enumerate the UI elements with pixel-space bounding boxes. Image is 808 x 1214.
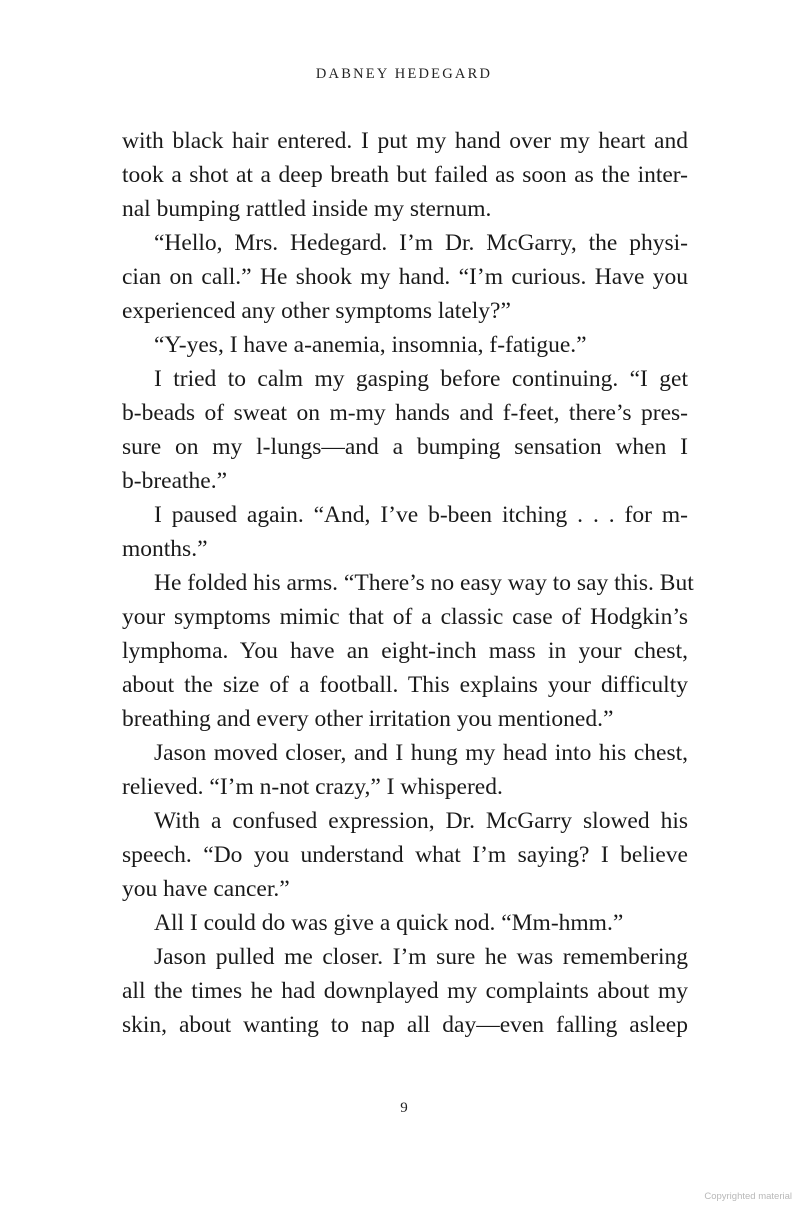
text-line: I paused again. “And, I’ve b-been itching . . . for m- <box>154 502 688 528</box>
text-line: “Hello, Mrs. Hedegard. I’m Dr. McGarry, the physi- <box>154 230 688 256</box>
text-line: b-beads of sweat on m-my hands and f-feet, there’s pres- <box>122 400 688 426</box>
text-line: took a shot at a deep breath but failed as soon as the inter- <box>122 162 688 188</box>
text-line: experienced any other symptoms lately?” <box>122 298 511 324</box>
text-line: Jason moved closer, and I hung my head into his chest, <box>154 740 688 766</box>
running-head: DABNEY HEDEGARD <box>315 66 493 82</box>
text-line: nal bumping rattled inside my sternum. <box>122 196 492 222</box>
text-line: He folded his arms. “There’s no easy way to say this. But <box>154 570 694 596</box>
text-line: sure on my l-lungs—and a bumping sensation when I <box>122 434 688 460</box>
page-number: 9 <box>400 1100 408 1116</box>
text-line: you have cancer.” <box>122 876 290 902</box>
text-line: b-breathe.” <box>122 468 228 494</box>
text-line: “Y-yes, I have a-anemia, insomnia, f-fatigue.” <box>154 332 587 358</box>
text-line: With a confused expression, Dr. McGarry slowed his <box>154 808 688 834</box>
text-line: Jason pulled me closer. I’m sure he was remembering <box>154 944 688 970</box>
copyright-watermark: Copyrighted material <box>704 1191 792 1202</box>
text-line: your symptoms mimic that of a classic case of Hodgkin’s <box>122 604 688 630</box>
body-text <box>122 124 694 1042</box>
text-line: relieved. “I’m n-not crazy,” I whispered. <box>122 774 503 800</box>
text-line: about the size of a football. This explains your difficulty <box>122 672 688 698</box>
text-line: with black hair entered. I put my hand over my heart and <box>122 128 688 154</box>
text-line: speech. “Do you understand what I’m saying? I believe <box>122 842 688 868</box>
text-line: months.” <box>122 536 208 562</box>
text-line: breathing and every other irritation you mentioned.” <box>122 706 614 732</box>
text-line: All I could do was give a quick nod. “Mm-hmm.” <box>154 910 624 936</box>
text-line: cian on call.” He shook my hand. “I’m curious. Have you <box>122 264 688 290</box>
text-line: skin, about wanting to nap all day—even falling asleep <box>122 1012 688 1038</box>
text-line: lymphoma. You have an eight-inch mass in your chest, <box>122 638 688 664</box>
text-line: I tried to calm my gasping before continuing. “I get <box>154 366 688 392</box>
text-line: all the times he had downplayed my complaints about my <box>122 978 688 1004</box>
